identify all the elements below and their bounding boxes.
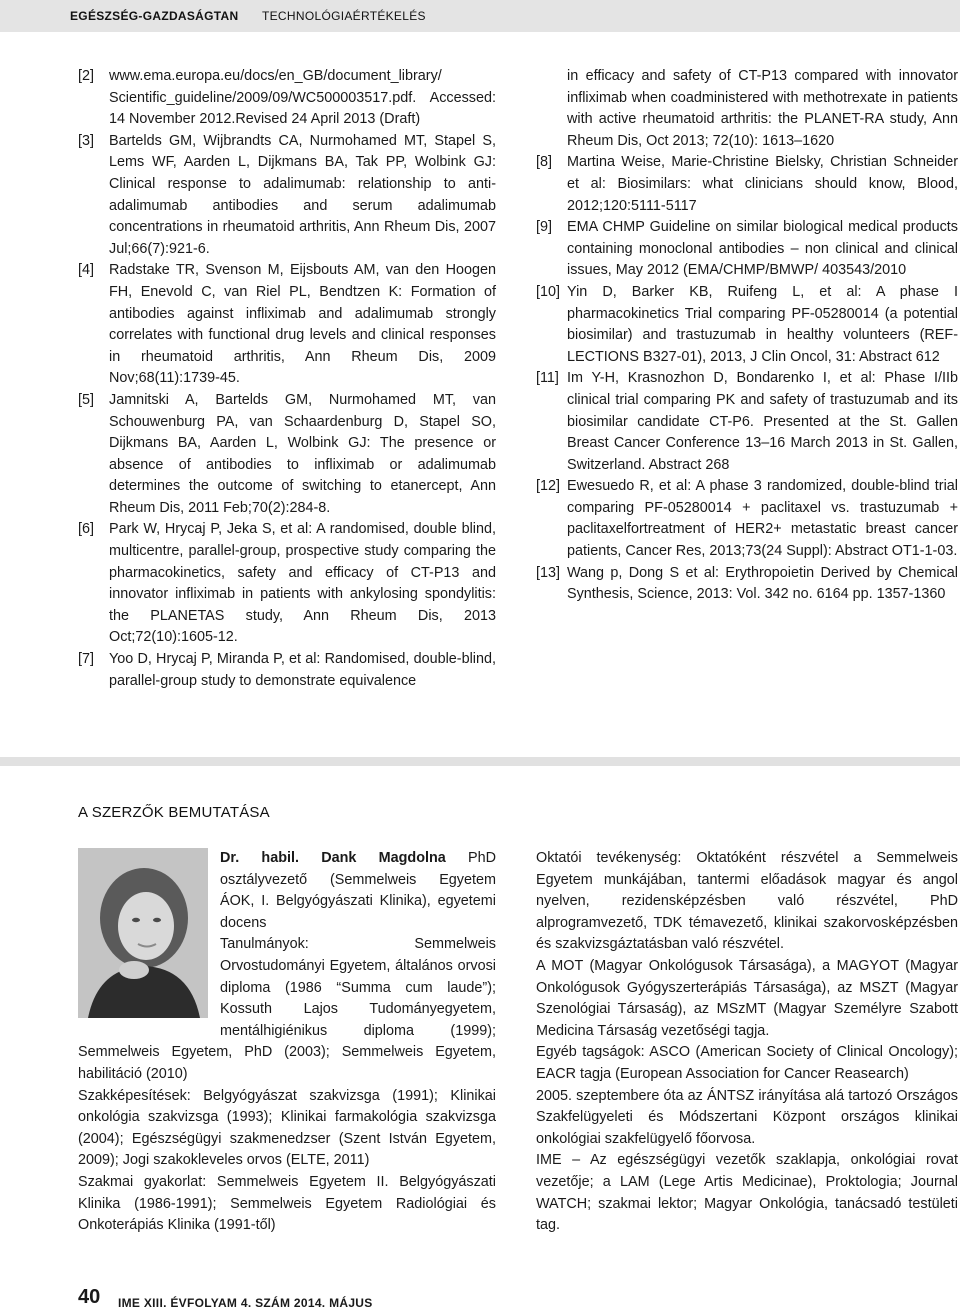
references-right-column (536, 66, 958, 606)
reference-text: Ewesuedo R, et al: A phase 3 randomized, double-blind trial comparing PF-05280014 + paclitaxel vs. trastuzumab + paclitaxelfortreatment of HER2+ metastatic breast cancer patients, Cancer Res, 2013;73(24 Suppl): Abstract OT1-1-03. (567, 478, 958, 560)
reference-text: in efficacy and safety of CT-P13 compared with innovator infliximab when coadministered with methotrexate in patients with active rheumatoid arthritis: the PLANET-RA study, Ann Rheum Dis, Oct 2013; 72(10): 1613–1620 (567, 68, 958, 149)
page-header (0, 0, 960, 32)
reference-number: [10] (536, 283, 561, 300)
author-bio-right (536, 848, 958, 1237)
author-practice: Szakmai gyakorlat: Semmelweis Egyetem II. Belgyógyászati Klinika (1986-1991); Semmelweis Egyetem Radiológiai és Onkoterápiás Klinika (1991-től) (78, 1173, 496, 1234)
reference-item (78, 66, 496, 131)
reference-text: Yoo D, Hrycaj P, Miranda P, et al: Randomised, double-blind, parallel-group study to demonstrate equivalence (109, 651, 496, 689)
reference-item (536, 368, 958, 476)
author-name-title: Dr. habil. (220, 850, 299, 866)
reference-number: [5] (78, 391, 94, 408)
reference-text: Wang p, Dong S et al: Erythropoietin Derived by Chemical Synthesis, Science, 2013: Vol. 342 no. 6164 pp. 1357-1360 (567, 564, 958, 603)
reference-text: Jamnitski A, Bartelds GM, Nurmohamed MT, van Schouwenburg PA, van Schaardenburg D, Stapel SO, Dijkmans BA, Aarden L, Wolbink GJ: The presence or absence of antibodies to infliximab or adalimumab determines the outcome of switching to etanercept, Ann Rheum Dis, 2011 Feb;70(2):284-8. (109, 391, 496, 516)
author-position: PhD osztályvezető (Semmelweis Egyetem ÁOK, I. Belgyógyászati Klinika), egyetemi docens (220, 850, 496, 931)
reference-number: [13] (536, 564, 561, 581)
photo-spacer (78, 848, 220, 1036)
reference-number: [6] (78, 521, 94, 538)
reference-number: [4] (78, 262, 94, 279)
reference-continuation (536, 66, 958, 152)
references-left-column (78, 66, 496, 692)
author-mot: A MOT (Magyar Onkológusok Társasága), a MAGYOT (Magyar Onkológusok Gyógyszerterápiás Társasága), az MSZT (Magyar Szenológiai Társaság), az MSzMT (Magyar Személyre Szabott Medicina Társaság vezetőségi tagja. (536, 957, 958, 1039)
header-section: EGÉSZSÉG-GAZDASÁGTAN (70, 9, 239, 23)
reference-item (536, 217, 958, 282)
author-antsz: 2005. szeptembere óta az ÁNTSZ irányítása alá tartozó Országos Szakfelügyeleti és Módszertani Központ országos klinikai onkológiai szakfelügyelő főorvosa. (536, 1087, 958, 1147)
reference-item (536, 282, 958, 368)
reference-text: EMA CHMP Guideline on similar biological medical products containing monoclonal antibodies – non clinical and clinical issues, May 2012 (EMA/CHMP/BMWP/ 403543/2010 (567, 219, 958, 279)
reference-text: Bartelds GM, Wijbrandts CA, Nurmohamed MT, Stapel S, Lems WF, Aarden L, Dijkmans BA, Tak PP, Wolbink GJ: Clinical response to adalimumab: relationship to anti-adalimumab antibodies and serum adalimumab concentrations in rheumatoid arthritis, Ann Rheum Dis, 2007 Jul;66(7):921-6. (109, 132, 496, 257)
reference-number: [11] (536, 370, 559, 387)
header-subsection: TECHNOLÓGIAÉRTÉKELÉS (262, 9, 426, 23)
reference-number: [12] (536, 478, 561, 495)
author-name: Dank Magdolna (321, 850, 446, 866)
reference-item (536, 476, 958, 562)
reference-item (78, 131, 496, 261)
journal-info: IME XIII. ÉVFOLYAM 4. SZÁM 2014. MÁJUS (118, 1296, 373, 1310)
reference-item (536, 563, 958, 606)
reference-text: www.ema.europa.eu/docs/en_GB/document_library/ Scientific_guideline/2009/09/WC500003517.pdf. Accessed: 14 November 2012.Revised 24 April 2013 (Draft) (109, 68, 496, 128)
author-studies: Tanulmányok: Semmelweis Orvostudományi Egyetem, általános orvosi diploma (1986 “Summa cum laude”); Kossuth Lajos Tudományegyetem, mentálhigiénikus diploma (1999); Semmelweis Egyetem, PhD (2003); Semmelweis Egyetem, habilitáció (2010) (78, 936, 496, 1082)
author-teaching: Oktatói tevékenység: Oktatóként részvétel a Semmelweis Egyetem munkájában, tantermi előadások magyar és angol nyelven, rezidensképzésben való részvétel, PhD alprogramvezető, TDK témavezető, klinikai szakorvosképzésben és szakvizsgáztatásban való részvétel. (536, 850, 958, 953)
reference-item (78, 649, 496, 692)
reference-number: [8] (536, 154, 552, 171)
reference-item (78, 390, 496, 520)
reference-number: [7] (78, 651, 94, 668)
section-divider (0, 757, 960, 766)
reference-text: Martina Weise, Marie-Christine Bielsky, Christian Schneider et al: Biosimilars: what clinicians should know, Blood, 2012;120:5111-5117 (567, 154, 958, 214)
reference-number: [9] (536, 219, 552, 236)
reference-number: [2] (78, 68, 94, 84)
reference-number: [3] (78, 132, 94, 149)
reference-item (78, 260, 496, 390)
reference-item (78, 519, 496, 649)
reference-item (536, 152, 958, 217)
author-bio-left (78, 848, 496, 1237)
reference-text: Im Y-H, Krasnozhon D, Bondarenko I, et al: Phase I/IIb clinical trial comparing PK and safety of trastuzumab and its biosimilar candidate CT-P6. Presented at the St. Gallen Breast Cancer Conference 13–16 March 2013 in St. Gallen, Switzerland. Abstract 268 (567, 370, 958, 473)
reference-text: Park W, Hrycaj P, Jeka S, et al: A randomised, double blind, multicentre, parallel-group, prospective study comparing the pharmacokinetics, safety and efficacy of CT-P13 and innovator infliximab in patients with ankylosing spondylitis: the PLANETAS study, Ann Rheum Dis, 2013 Oct;72(10):1605-12. (109, 521, 496, 646)
page-number: 40 (78, 1286, 101, 1308)
reference-text: Radstake TR, Svenson M, Eijsbouts AM, van den Hoogen FH, Enevold C, van Riel PL, Bendtzen K: Formation of antibodies against infliximab and adalimumab strongly correlates with functional drug levels and clinical responses in rheumatoid arthritis, Ann Rheum Dis, 2009 Nov;68(11):1739-45. (109, 262, 496, 387)
reference-text: Yin D, Barker KB, Ruifeng L, et al: A phase I pharmacokinetics Trial comparing PF-05280014 (a potential biosimilar) and trastuzumab in healthy volunteers (REF-LECTIONS B327-01), 2013, J Clin Oncol, 31: Abstract 612 (567, 283, 958, 365)
authors-section-title: A SZERZŐK BEMUTATÁSA (78, 804, 270, 821)
author-ime: IME – Az egészségügyi vezetők szaklapja, onkológiai rovat vezetője; a LAM (Lege Artis Medicinae), Proktologia; Journal WATCH; szakmai lektor; Magyar Onkológia, tanácsadó testületi tag. (536, 1152, 958, 1234)
author-memberships: Egyéb tagságok: ASCO (American Society of Clinical Oncology); EACR tagja (European Association for Cancer Reasearch) (536, 1044, 958, 1082)
author-specialties: Szakképesítések: Belgyógyászat szakvizsga (1991); Klinikai onkológia szakvizsga (1993); Klinikai farmakológia szakvizsga (2004); Egészségügyi szakmenedzser (Szent István Egyetem, 2009); Jogi szakokleveles orvos (ELTE, 2011) (78, 1087, 496, 1169)
